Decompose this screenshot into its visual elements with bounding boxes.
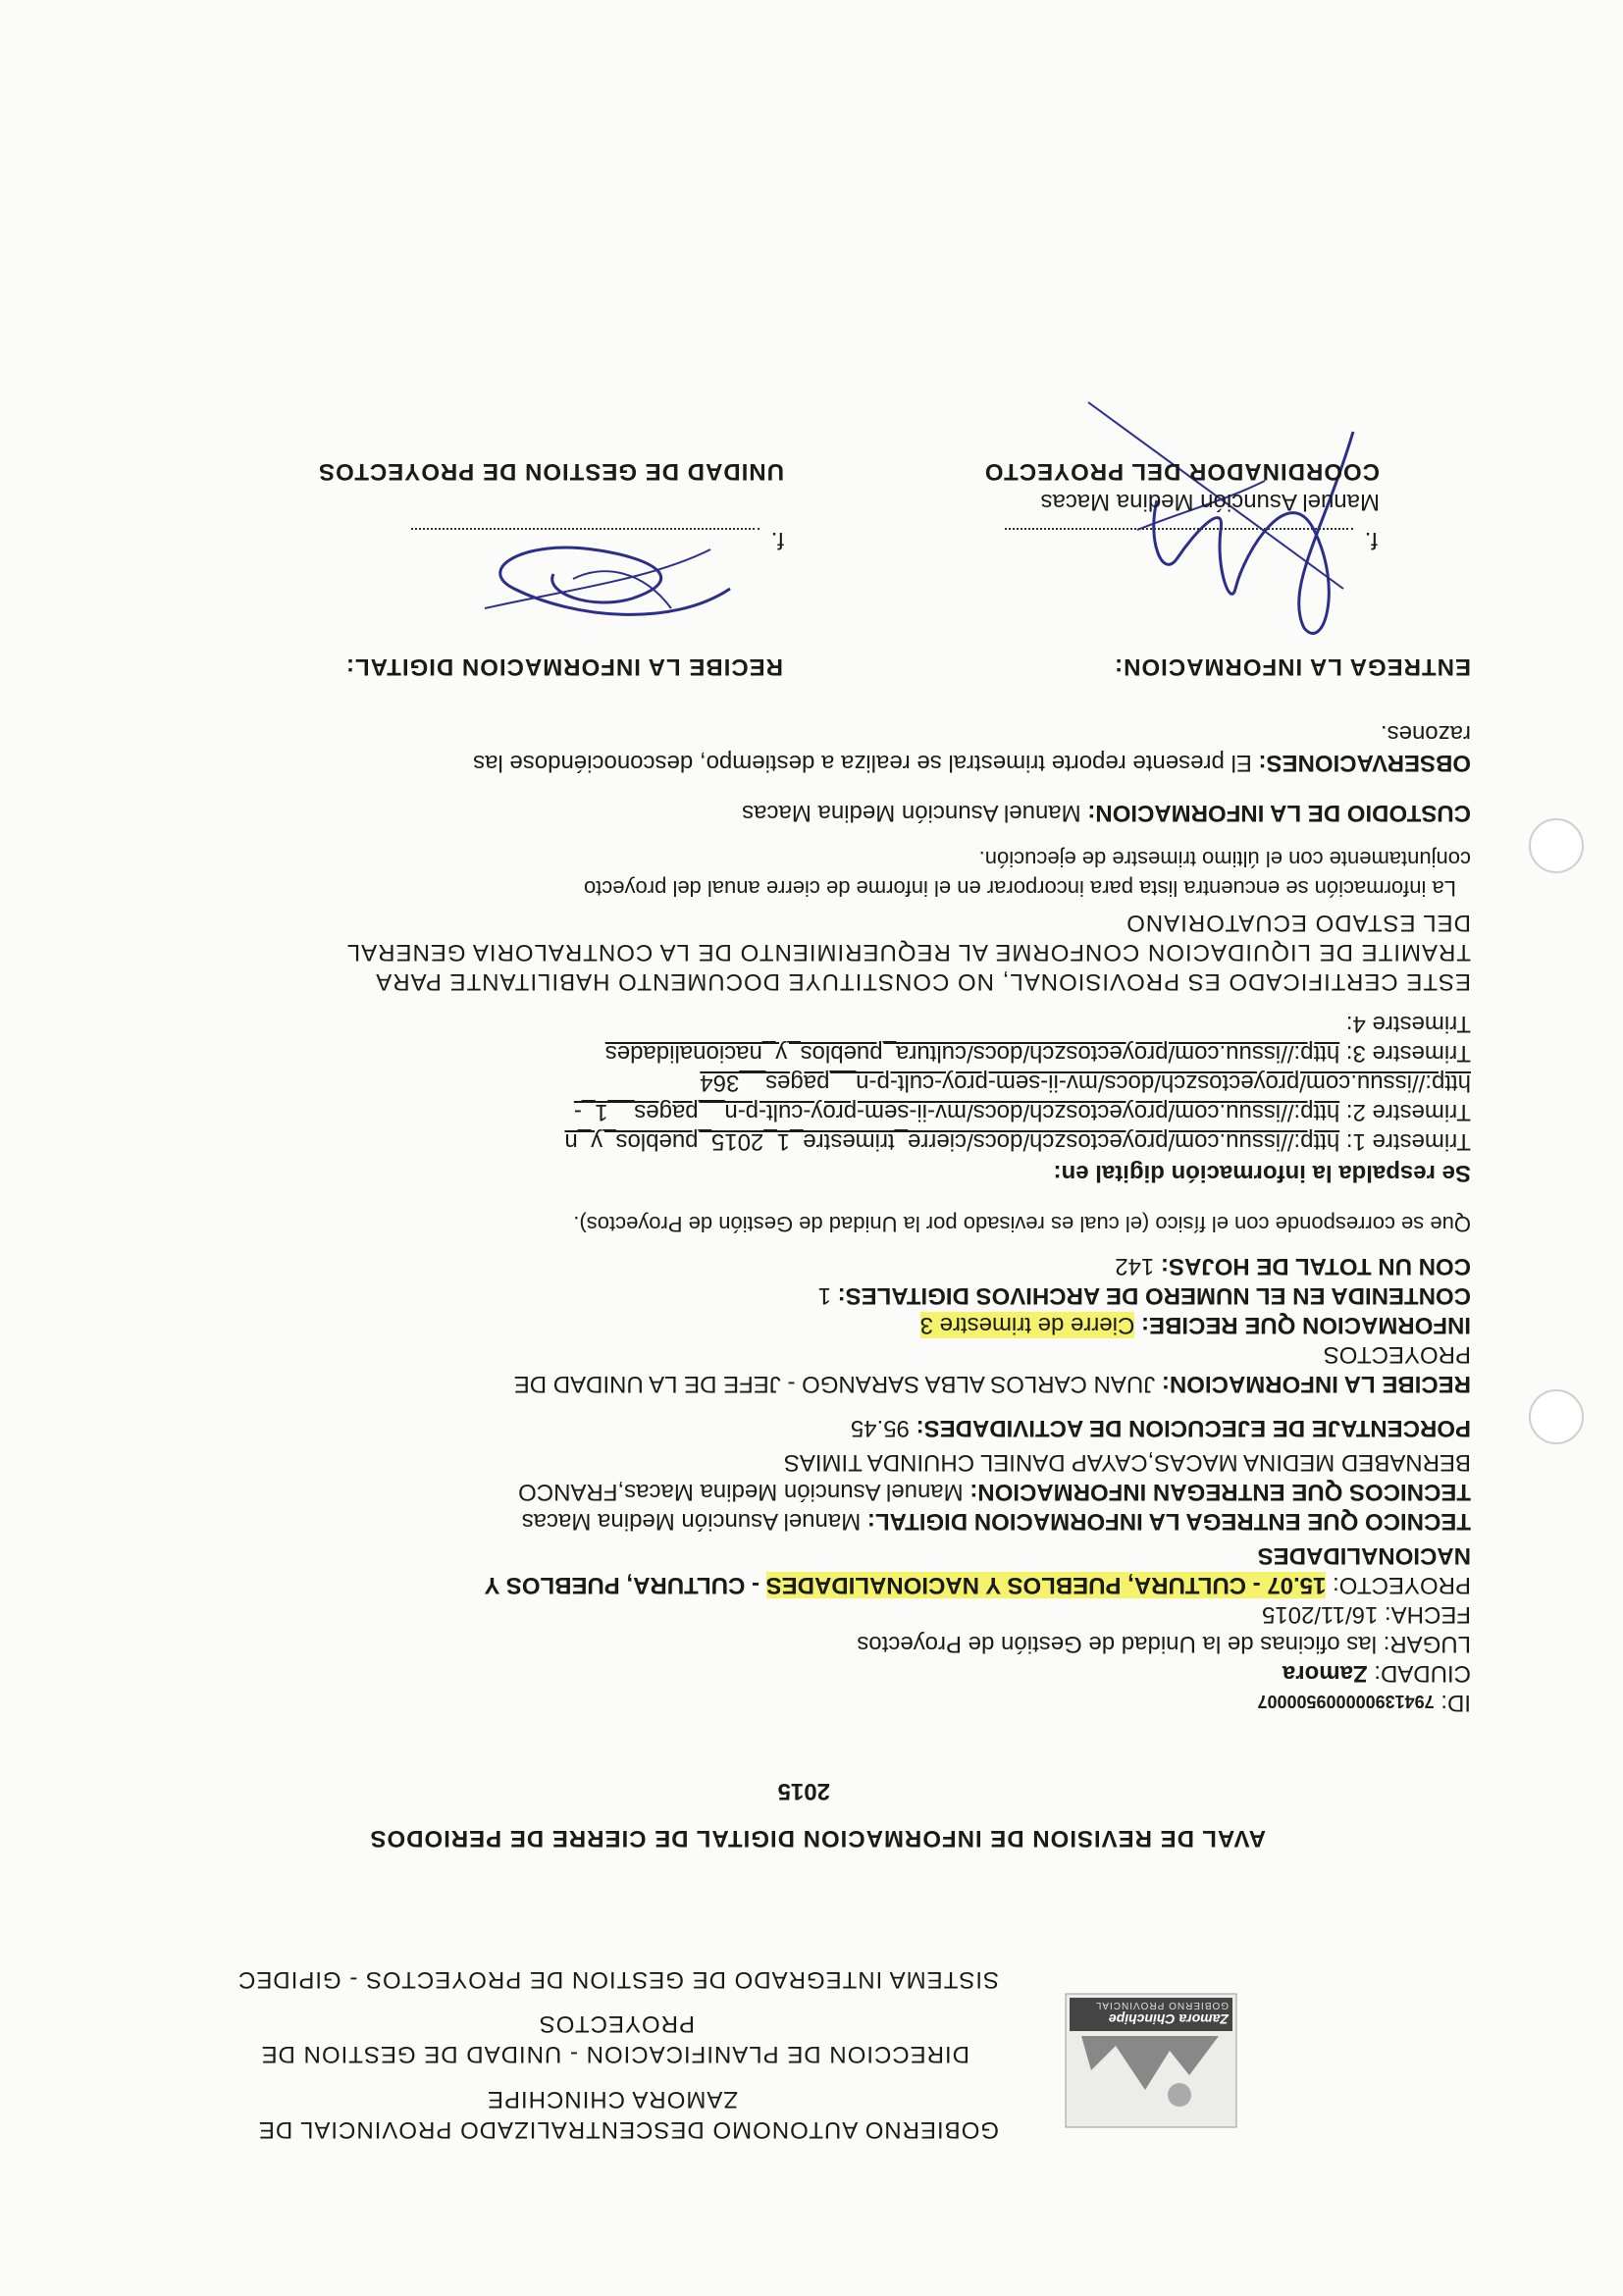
recibe-digital-label: RECIBE LA INFORMACION DIGITAL:: [345, 653, 783, 680]
porcentaje-label: PORCENTAJE DE EJECUCION DE ACTIVIDADES:: [916, 1415, 1471, 1441]
recibe-signature-line: [411, 528, 759, 530]
recibe-f-mark: f.: [770, 527, 784, 553]
hojas-value: 142: [1115, 1253, 1155, 1279]
certificado-line-2: TRAMITE DE LIQUIDACION CONFORME AL REQUERIMIENTO DE LA CONTRALORIA GENERAL: [345, 939, 1471, 965]
corresponde-text: Que se corresponde con el físico (el cual es revisado por la Unidad de Gestión de Proyectos).: [573, 1212, 1471, 1236]
archivos-value: 1: [817, 1282, 831, 1309]
document-year: 2015: [777, 1778, 830, 1804]
trimestre-2-link[interactable]: http://issuu.com/proyectoszch/docs/mv-ii-sem-proy-cult-p-n__pages__1_-: [573, 1099, 1340, 1125]
entrega-f-mark: f.: [1364, 527, 1378, 553]
proyecto-value-rest: - CULTURA, PUEBLOS Y: [484, 1572, 766, 1598]
certificado-line-3: DEL ESTADO ECUATORIANO: [1126, 910, 1471, 936]
fecha-value: 16/11/2015: [1261, 1601, 1379, 1628]
header-line-1: GOBIERNO AUTONOMO DESCENTRALIZADO PROVINCIAL DE: [257, 2116, 999, 2143]
document-title: AVAL DE REVISION DE INFORMACION DIGITAL DE CIERRE DE PERIODOS: [369, 1825, 1266, 1852]
proyecto-value-highlighted: 15.07 - CULTURA, PUEBLOS Y NACIONALIDADES: [765, 1572, 1327, 1598]
custodio-value: Manuel Asunción Medina Macas: [742, 800, 1081, 826]
entrega-role: COORDINADOR DEL PROYECTO: [983, 458, 1380, 485]
logo-subtext: GOBIERNO PROVINCIAL: [1094, 2000, 1229, 2010]
provincial-logo: [1064, 1992, 1238, 2129]
entrega-signature: [1059, 392, 1383, 648]
ciudad-label: CIUDAD:: [1374, 1660, 1471, 1687]
certificado-note-1: La información se encuentra lista para incorporar en el informe de cierre anual del proyecto: [583, 876, 1456, 901]
recibe-value: JUAN CARLOS ALBA SARANGO - JEFE DE LA UNIDAD DE: [513, 1371, 1156, 1397]
header-line-3: DIRECCION DE PLANIFICACION - UNIDAD DE GESTION DE: [260, 2041, 969, 2067]
observaciones-value-line-2: razones.: [1380, 720, 1471, 747]
proyecto-label: PROYECTO:: [1333, 1572, 1471, 1598]
id-label: ID:: [1440, 1690, 1471, 1716]
trimestre-4-label: Trimestre 4:: [1345, 1011, 1471, 1037]
logo-text: Zamora Chinchipe: [1108, 2011, 1229, 2027]
custodio-label: CUSTODIO DE LA INFORMACION:: [1087, 800, 1471, 826]
observaciones-value: El presente reporte trimestral se realiza a destiempo, desconociéndose las: [473, 750, 1252, 776]
tecnico-label: TECNICO QUE ENTREGA LA INFORMACION DIGITAL:: [866, 1508, 1471, 1535]
porcentaje-value: 95.45: [850, 1415, 910, 1441]
observaciones-label: OBSERVACIONES:: [1258, 750, 1471, 776]
tecnicos-value-line-2: BERNABED MEDINA MACAS,CAYAP DANIEL CHUINDA TIMIAS: [783, 1449, 1471, 1476]
trimestre-3-link[interactable]: http://issuu.com/proyectoszch/docs/cultura_pueblos_y_nacionalidades: [604, 1040, 1340, 1067]
header-line-2: ZAMORA CHINCHIPE: [486, 2086, 738, 2113]
info-value: Cierre de trimestre 3: [919, 1312, 1135, 1338]
recibe-label: RECIBE LA INFORMACION:: [1161, 1371, 1471, 1397]
lugar-value: las oficinas de la Unidad de Gestión de Proyectos: [857, 1631, 1377, 1657]
trimestre-1-label: Trimestre 1:: [1345, 1128, 1471, 1155]
fecha-label: FECHA:: [1384, 1601, 1471, 1628]
hojas-label: CON UN TOTAL DE HOJAS:: [1160, 1253, 1471, 1279]
trimestre-3-label: Trimestre 3:: [1345, 1040, 1471, 1067]
archivos-label: CONTENIDA EN EL NUMERO DE ARCHIVOS DIGITALES:: [837, 1282, 1471, 1309]
recibe-value-line-2: PROYECTOS: [1323, 1341, 1471, 1368]
punch-hole-bottom: [1529, 818, 1584, 873]
recibe-signature: [445, 510, 769, 648]
ciudad-value: Zamora: [1282, 1660, 1368, 1687]
certificado-note-2: conjuntamente con el último trimestre de ejecución.: [978, 847, 1471, 871]
header-line-4: PROYECTOS: [538, 2010, 695, 2037]
recibe-role: UNIDAD DE GESTION DE PROYECTOS: [318, 458, 784, 485]
trimestre-2-link-2[interactable]: http://issuu.com/proyectoszch/docs/mv-ii-sem-proy-cult-p-n__pages__364: [700, 1070, 1471, 1096]
header-line-5: SISTEMA INTEGRADO DE GESTION DE PROYECTOS - GIPIDEC: [236, 1966, 999, 1993]
proyecto-value-line-2: NACIONALIDADES: [1257, 1542, 1471, 1569]
tecnicos-value: Manuel Asunción Medina Macas,FRANCO: [518, 1479, 964, 1505]
trimestre-2-label: Trimestre 2:: [1345, 1099, 1471, 1125]
entrega-label: ENTREGA LA INFORMACION:: [1114, 653, 1471, 680]
lugar-label: LUGAR:: [1383, 1631, 1471, 1657]
tecnicos-label: TECNICOS QUE ENTREGAN INFORMACION:: [969, 1479, 1471, 1505]
id-value: 794139000009500007: [1257, 1692, 1435, 1711]
certificado-line-1: ESTE CERTIFICADO ES PROVISIONAL, NO CONSTITUYE DOCUMENTO HABILITANTE PARA: [375, 968, 1471, 995]
tecnico-value: Manuel Asunción Medina Macas: [521, 1508, 862, 1535]
punch-hole-top: [1529, 1389, 1584, 1444]
entrega-signature-line: [1005, 528, 1353, 530]
trimestre-1-link[interactable]: http://issuu.com/proyectoszch/docs/cierre_trimestre_1_2015_pueblos_y_n: [564, 1128, 1340, 1155]
entrega-name: Manuel Asunción Medina Macas: [1040, 489, 1380, 515]
info-label: INFORMACION QUE RECIBE:: [1141, 1312, 1471, 1338]
respaldo-heading: Se respalda la información digital en:: [1053, 1160, 1471, 1186]
